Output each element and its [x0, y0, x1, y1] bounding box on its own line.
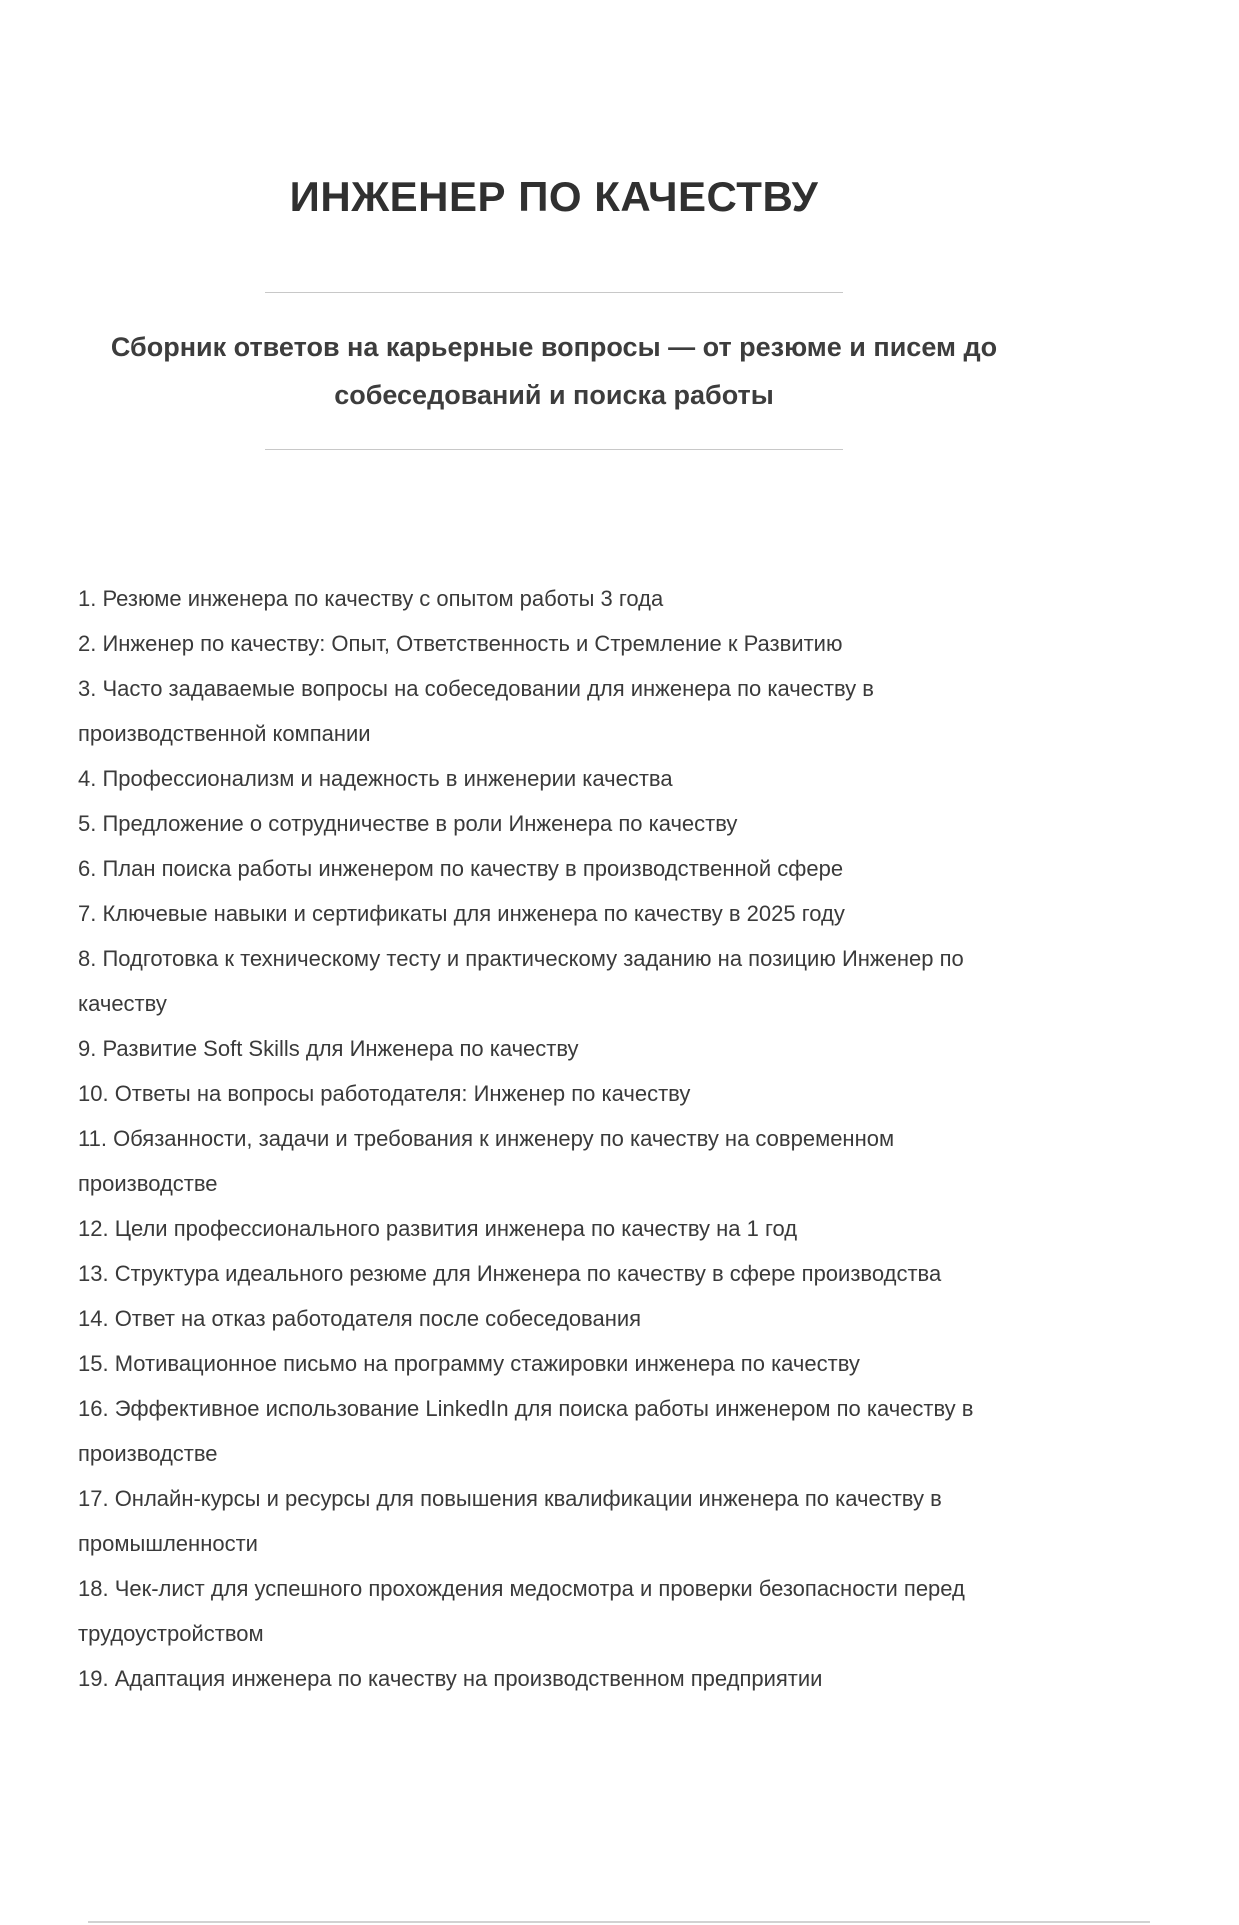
toc-item: 16. Эффективное использование LinkedIn для поиска работы инженером по качеству в производстве — [78, 1396, 974, 1467]
page-title: ИНЖЕНЕР ПО КАЧЕСТВУ — [289, 173, 819, 220]
toc-item: 11. Обязанности, задачи и требования к инженеру по качеству на современном производстве — [78, 1126, 895, 1197]
document-page — [78, 172, 1030, 1701]
toc-item: 2. Инженер по качеству: Опыт, Ответственность и Стремление к Развитию — [78, 631, 843, 657]
toc-item: 17. Онлайн-курсы и ресурсы для повышения квалификации инженера по качеству в промышленности — [78, 1486, 942, 1557]
page-bottom-divider — [88, 1921, 1150, 1923]
toc-item: 12. Цели профессионального развития инженера по качеству на 1 год — [78, 1216, 798, 1242]
title-divider-bottom — [265, 449, 843, 450]
toc-item: 9. Развитие Soft Skills для Инженера по качеству — [78, 1036, 579, 1062]
toc-item: 5. Предложение о сотрудничестве в роли Инженера по качеству — [78, 811, 738, 837]
toc-item: 1. Резюме инженера по качеству с опытом работы 3 года — [78, 586, 664, 612]
toc-item: 4. Профессионализм и надежность в инженерии качества — [78, 766, 673, 792]
toc-item: 6. План поиска работы инженером по качеству в производственной сфере — [78, 856, 844, 882]
toc-item: 8. Подготовка к техническому тесту и практическому заданию на позицию Инженер по качеству — [78, 946, 964, 1017]
toc-item: 15. Мотивационное письмо на программу стажировки инженера по качеству — [78, 1351, 860, 1377]
toc-item: 3. Часто задаваемые вопросы на собеседовании для инженера по качеству в производственной компании — [78, 676, 874, 747]
toc-item: 13. Структура идеального резюме для Инженера по качеству в сфере производства — [78, 1261, 942, 1287]
toc-item: 10. Ответы на вопросы работодателя: Инженер по качеству — [78, 1081, 691, 1107]
toc-item: 18. Чек-лист для успешного прохождения медосмотра и проверки безопасности перед трудоустройством — [78, 1576, 965, 1647]
toc-list — [78, 576, 1030, 1701]
toc-item: 14. Ответ на отказ работодателя после собеседования — [78, 1306, 642, 1332]
toc-item: 7. Ключевые навыки и сертификаты для инженера по качеству в 2025 году — [78, 901, 845, 927]
title-divider-top — [265, 292, 843, 293]
toc-item: 19. Адаптация инженера по качеству на производственном предприятии — [78, 1666, 823, 1692]
page-subtitle: Сборник ответов на карьерные вопросы — от резюме и писем до собеседований и поиска работы — [110, 332, 998, 411]
